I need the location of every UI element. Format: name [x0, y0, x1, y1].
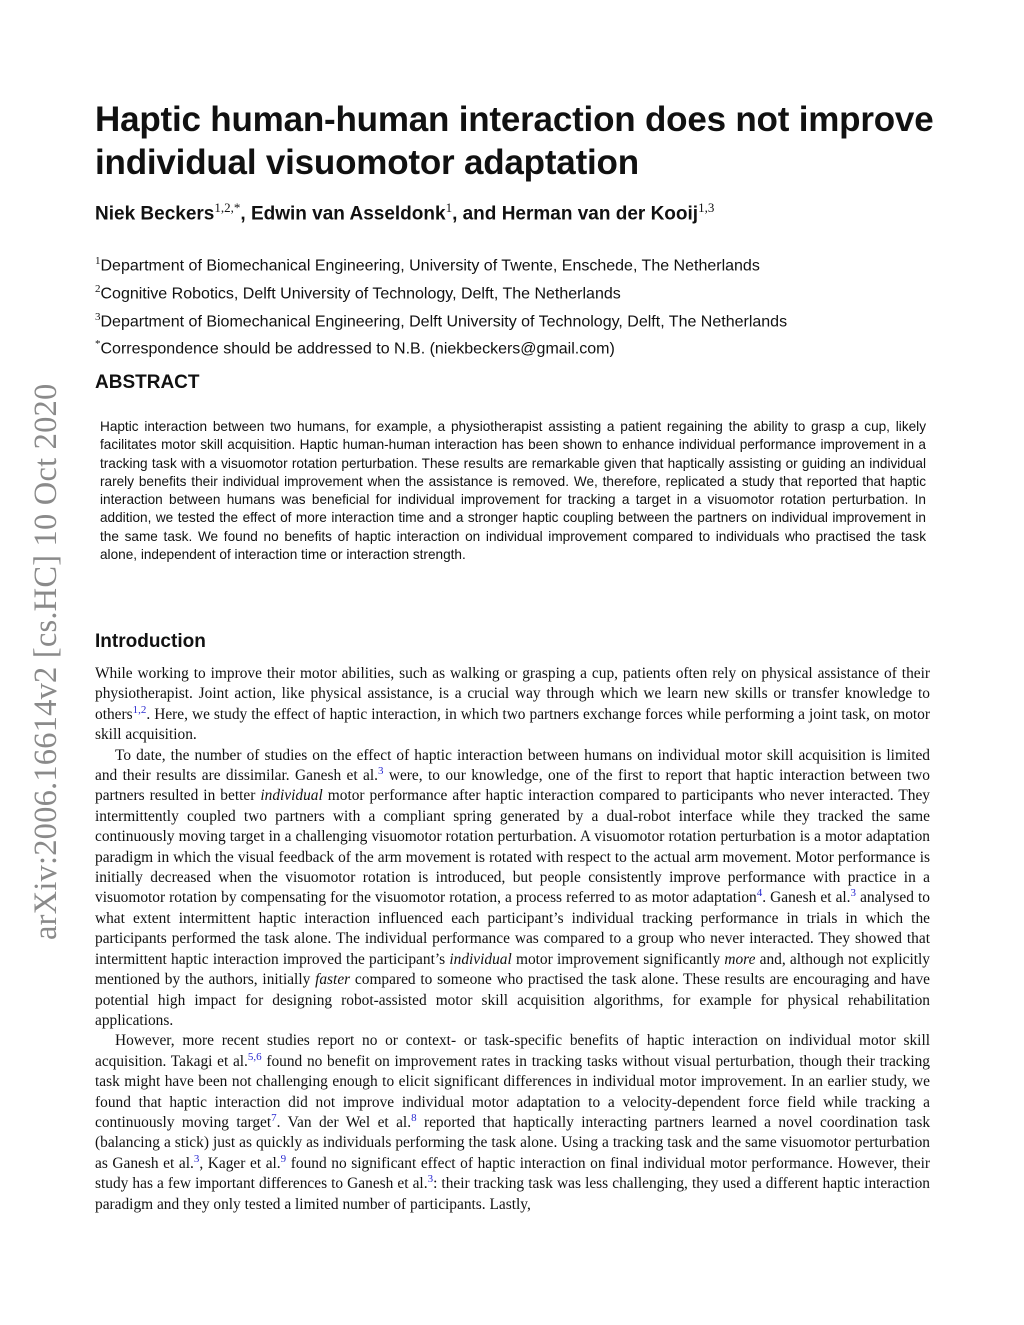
emphasized-text: faster — [315, 971, 351, 989]
author-name: Edwin van Asseldonk — [250, 203, 446, 225]
paragraph-text: : their tracking task was less challenging, they used a different haptic interaction paradigm and they only tested a limited number of participants. Lastly, — [95, 1175, 930, 1213]
abstract-heading: ABSTRACT — [95, 372, 200, 393]
author-affiliation-marks: 1 — [445, 200, 453, 215]
affiliation-text: Cognitive Robotics, Delft University of Technology, Delft, The Netherlands — [100, 285, 621, 303]
abstract-body: Haptic interaction between two humans, for example, a physiotherapist assisting a patient regaining the ability to grasp a cup, likely facilitates motor skill acquisition. Haptic human-human interaction has been shown to enhance individual performance improvement in a tracking task with a visuomotor rotation perturbation. These results are remarkable given that haptically assisting or guiding an individual rarely benefits their individual improvement when the assistance is removed. We, therefore, replicated a study that reported that haptic interaction between humans was beneficial for individual improvement for tracking a target in a visuomotor rotation perturbation. In addition, we tested the effect of more interaction time and a stronger haptic coupling between the partners on individual improvement in the same task. We found no benefits of haptic interaction on individual improvement compared to individuals who practised the task alone, independent of interaction time or interaction strength. — [100, 419, 926, 563]
paragraph-text: motor performance after haptic interaction compared to participants who never interacted. They intermittently coupled two partners with a compliant spring generated by a dual-robot interface while they tracked the same continuously moving target in a challenging visuomotor rotation perturbation. A visuomotor rotation perturbation is a motor adaptation paradigm in which the visual feedback of the arm movement is rotated with respect to the actual arm movement. Motor performance is initially decreased when the visuomotor rotation is introduced, but people consistently improve performance with practice in a visuomotor rotation by compensating for the visuomotor rotation, a process referred to as motor adaptation — [95, 787, 930, 907]
citation-link[interactable]: 1,2 — [132, 703, 147, 716]
introduction-heading: Introduction — [95, 631, 206, 652]
author-name: Niek Beckers — [95, 203, 215, 225]
paragraph-text: reported that haptically interacting partners learned a novel coordination task (balancing a stick) just as quickly as individuals performing the task alone. Using a tracking task and the same visuomotor perturbation as Ganesh et al. — [95, 1113, 931, 1172]
paper-title: Haptic human-human interaction does not improve individual visuomotor adaptation — [95, 100, 934, 182]
author-name: Herman van der Kooij — [501, 203, 699, 225]
paragraph-text: analysed to what extent intermittent haptic interaction influenced each participant’s individual tracking performance in trials in which the participants performed the task alone. The individual performance was compared to a group who never interacted. They showed that intermittent haptic interaction improved the participant’s — [95, 889, 930, 968]
arxiv-identifier-stamp: arXiv:2006.16614v2 [cs.HC] 10 Oct 2020 — [28, 383, 64, 940]
affiliation-line — [95, 306, 945, 334]
introduction-paragraph — [95, 1031, 930, 1215]
citation-link[interactable]: 3 — [377, 764, 384, 777]
introduction-paragraph — [95, 746, 930, 1032]
affiliation-mark: 1 — [95, 255, 101, 267]
author-separator: , — [240, 203, 251, 225]
affiliation-line — [95, 333, 945, 361]
affiliation-line — [95, 250, 945, 278]
paragraph-text: found no significant effect of haptic interaction on final individual motor performance. However, their study has a few important differences to Ganesh et al. — [95, 1154, 930, 1193]
affiliation-text: Department of Biomechanical Engineering, Delft University of Technology, Delft, The Netherlands — [100, 312, 788, 330]
paragraph-text: . Ganesh et al. — [762, 889, 851, 907]
paragraph-text: motor improvement significantly — [511, 950, 725, 968]
introduction-body — [95, 664, 930, 1215]
author-list — [95, 200, 714, 225]
citation-link[interactable]: 8 — [411, 1111, 417, 1124]
affiliation-mark: 2 — [95, 282, 101, 295]
introduction-paragraph — [95, 664, 930, 746]
paragraph-text: were, to our knowledge, one of the first to report that haptic interaction between two partners resulted in better — [95, 767, 930, 805]
affiliation-mark: * — [95, 338, 101, 351]
emphasized-text: individual — [449, 950, 512, 968]
emphasized-text: more — [724, 950, 756, 968]
paragraph-text: To date, the number of studies on the effect of haptic interaction between humans on individual motor skill acquisition is limited and their results are dissimilar. Ganesh et al. — [95, 746, 930, 785]
citation-link[interactable]: 5,6 — [247, 1050, 262, 1063]
affiliation-text: Department of Biomechanical Engineering, University of Twente, Enschede, The Netherlands — [100, 257, 760, 275]
paragraph-text: . Van der Wel et al. — [276, 1113, 412, 1131]
affiliation-list — [95, 250, 945, 361]
author-separator: , and — [452, 203, 502, 225]
emphasized-text: individual — [260, 787, 323, 805]
paragraph-text: While working to improve their motor abilities, such as walking or grasping a cup, patients often rely on physical assistance of their physiotherapist. Joint action, like physical assistance, is a crucial way through which we learn new skills or transfer knowledge to others — [95, 665, 930, 723]
citation-link[interactable]: 3 — [850, 887, 857, 900]
paragraph-text: . Here, we study the effect of haptic interaction, in which two partners exchange forces while performing a joint task, on motor skill acquisition. — [95, 705, 930, 744]
citation-link[interactable]: 4 — [756, 887, 763, 900]
citation-link[interactable]: 3 — [427, 1173, 434, 1186]
paragraph-text: , Kager et al. — [199, 1154, 281, 1172]
citation-link[interactable]: 3 — [193, 1152, 200, 1165]
paragraph-text: However, more recent studies report no or context- or task-specific benefits of haptic interaction on individual motor skill acquisition. Takagi et al. — [95, 1032, 930, 1070]
affiliation-line — [95, 278, 945, 306]
paragraph-text: compared to someone who practised the task alone. These results are encouraging and have potential high impact for designing robot-assisted motor skill acquisition algorithms, for example for physical rehabilitation applications. — [95, 971, 930, 1029]
citation-link[interactable]: 7 — [271, 1111, 277, 1124]
author-affiliation-marks: 1,3 — [698, 200, 715, 215]
citation-link[interactable]: 9 — [280, 1152, 287, 1165]
affiliation-text: Correspondence should be addressed to N.B. (niekbeckers@gmail.com) — [100, 340, 615, 358]
paragraph-text: found no benefit on improvement rates in tracking tasks without visual perturbation, though their tracking task might have been not challenging enough to elicit significant differences in individual motor improvement. In an earlier study, we found that haptic interaction did not improve individual motor adaptation to a velocity-dependent force field while tracking a continuously moving target — [95, 1052, 930, 1131]
affiliation-mark: 3 — [95, 310, 101, 323]
paragraph-text: and, although not explicitly mentioned by the authors, initially — [95, 950, 930, 989]
author-affiliation-marks: 1,2,* — [214, 200, 241, 215]
